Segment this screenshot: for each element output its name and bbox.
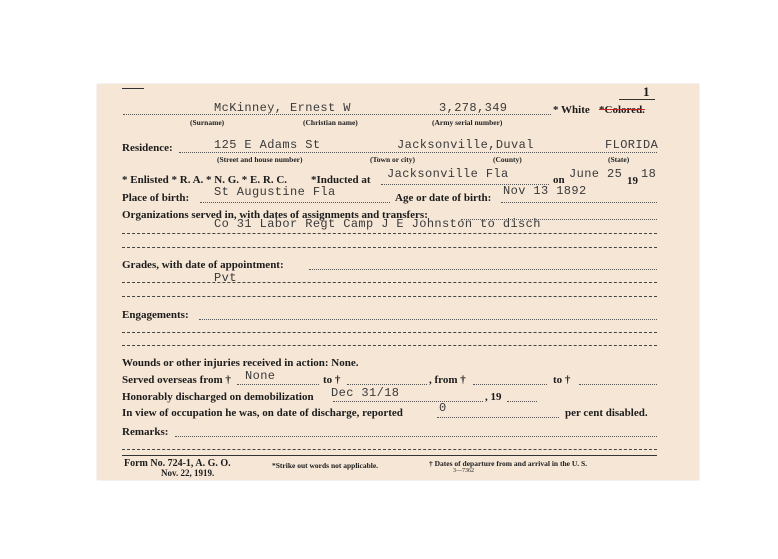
footer-rule	[122, 455, 657, 456]
overseas-label: Served overseas from †	[122, 374, 231, 386]
residence-line	[179, 152, 657, 153]
caption-christian-name: (Christian name)	[303, 118, 358, 127]
orgs-line-3	[122, 247, 657, 248]
strike-note: *Strike out words not applicable.	[272, 461, 379, 470]
year-prefix: 19	[627, 175, 638, 187]
grades-value: Pvt	[214, 271, 237, 285]
age-label: Age or date of birth:	[395, 192, 492, 204]
overseas-to2-line	[579, 384, 657, 385]
residence-label: Residence:	[122, 142, 173, 154]
birth-date-value: Nov 13 1892	[503, 184, 587, 198]
grades-line-2	[122, 282, 657, 283]
organizations-label: Organizations served in, with dates of assignments and transfers:	[122, 209, 428, 221]
orgs-line-2	[122, 233, 657, 234]
engagements-line-1	[199, 319, 657, 320]
engagements-label: Engagements:	[122, 309, 189, 321]
birth-place-label: Place of birth:	[122, 192, 190, 204]
to2-label: to †	[553, 374, 571, 386]
surname-value: McKinney, Ernest W	[214, 101, 351, 115]
race-white-label: * White	[553, 104, 590, 116]
dates-note: † Dates of departure from and arrival in the U. S.	[429, 459, 588, 468]
residence-state-value: FLORIDA	[605, 138, 659, 152]
top-left-rule	[122, 88, 144, 89]
army-serial-value: 3,278,349	[439, 101, 508, 115]
occupation-label: In view of occupation he was, on date of discharge, reported	[122, 407, 403, 419]
form-number: Form No. 724-1, A. G. O.	[124, 458, 231, 469]
overseas-to-line	[347, 384, 427, 385]
top-right-rule	[619, 99, 655, 100]
caption-street: (Street and house number)	[217, 155, 303, 164]
birth-place-line	[200, 202, 390, 203]
engagements-line-2	[122, 332, 657, 333]
residence-street-value: 125 E Adams St	[214, 138, 321, 152]
wounds-text: Wounds or other injuries received in action: None.	[122, 357, 359, 369]
form-date: Nov. 22, 1919.	[161, 468, 215, 478]
percent-label: per cent disabled.	[565, 407, 648, 419]
caption-serial: (Army serial number)	[432, 118, 503, 127]
residence-town-value: Jacksonville,Duval	[397, 138, 534, 152]
overseas-value: None	[245, 369, 276, 383]
grades-label: Grades, with date of appointment:	[122, 259, 284, 271]
inducted-year-value: 18	[641, 167, 657, 181]
inducted-place-value: Jacksonville Fla	[387, 167, 509, 181]
birth-date-line	[501, 202, 657, 203]
discharged-year-line	[507, 401, 537, 402]
grades-line-1	[309, 269, 657, 270]
overseas-from2-line	[473, 384, 547, 385]
remarks-line-2	[122, 449, 657, 450]
discharged-label: Honorably discharged on demobilization	[122, 391, 314, 403]
inducted-label: *Inducted at	[311, 174, 371, 186]
printer-code: 3—7362	[453, 468, 474, 474]
discharged-value: Dec 31/18	[331, 386, 400, 400]
enlisted-options: * Enlisted * R. A. * N. G. * E. R. C.	[122, 174, 288, 186]
caption-surname: (Surname)	[190, 118, 225, 127]
disabled-value: 0	[439, 401, 447, 415]
to-label: to †	[323, 374, 341, 386]
organizations-value: Co 31 Labor Regt Camp J E Johnston to disch	[214, 217, 541, 231]
service-record-card	[97, 84, 699, 480]
remarks-label: Remarks:	[122, 426, 169, 438]
overseas-from-line	[237, 384, 319, 385]
engagements-line-3	[122, 345, 657, 346]
card-number: 1	[643, 84, 650, 99]
caption-state: (State)	[608, 155, 630, 164]
remarks-line-1	[175, 436, 657, 437]
race-colored-label: *Colored.	[599, 104, 645, 116]
on-label: on	[553, 174, 565, 186]
caption-town: (Town or city)	[370, 155, 415, 164]
grades-line-3	[122, 296, 657, 297]
discharged-year-label: , 19	[485, 391, 502, 403]
from-label: , from †	[429, 374, 466, 386]
discharged-line	[333, 401, 483, 402]
birth-place-value: St Augustine Fla	[214, 185, 336, 199]
caption-county: (County)	[493, 155, 522, 164]
disabled-line	[437, 417, 559, 418]
inducted-date-value: June 25	[569, 167, 623, 181]
